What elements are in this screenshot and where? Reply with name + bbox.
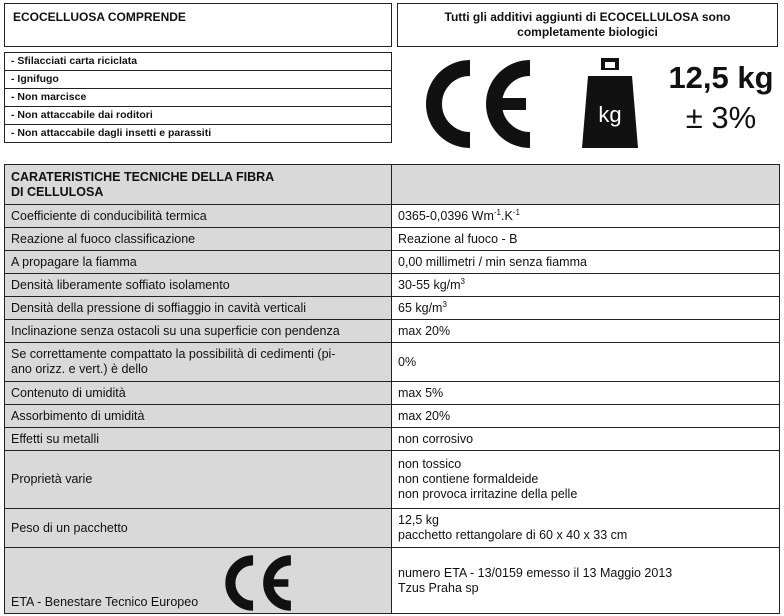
weight-value: 12,5 kg — [668, 60, 774, 95]
list-item — [5, 125, 392, 143]
spec-label: Contenuto di umidità — [5, 382, 392, 405]
spec-value: 65 $kg/m^3$ — [392, 297, 780, 320]
list-item — [5, 107, 392, 125]
features-list — [4, 52, 392, 143]
specs-heading: CARATERISTICHE TECNICHE DELLA FIBRA DI CELLULOSA — [5, 165, 392, 205]
ce-mark-icon — [221, 554, 299, 612]
weight-badge — [660, 58, 782, 138]
spec-label: Coefficiente di conducibilità termica — [5, 205, 392, 228]
weight-tolerance: ± 3% — [685, 100, 757, 135]
table-row — [5, 251, 780, 274]
spec-value: max 5% — [392, 382, 780, 405]
feature-text: - Sfilacciati carta riciclata — [5, 53, 392, 71]
spec-value: 0,00 millimetri / min senza fiamma — [392, 251, 780, 274]
header-title: ECOCELLUOSA COMPRENDE — [13, 10, 186, 24]
feature-text: - Ignifugo — [5, 71, 392, 89]
list-item — [5, 53, 392, 71]
header-note-box — [397, 3, 778, 47]
table-row — [5, 205, 780, 228]
table-header — [5, 165, 780, 205]
spec-label: Se correttamente compattato la possibilità di cedimenti (pi- ano orizz. e vert.) è dello — [5, 343, 392, 382]
feature-text: - Non marcisce — [5, 89, 392, 107]
table-row — [5, 274, 780, 297]
header-title-box — [4, 3, 392, 47]
spec-label: Densità liberamente soffiato isolamento — [5, 274, 392, 297]
table-row — [5, 228, 780, 251]
spec-value: numero ETA - 13/0159 emesso il 13 Maggio 2013 Tzus Praha sp — [392, 548, 780, 614]
feature-text: - Non attaccabile dagli insetti e parassiti — [5, 125, 392, 143]
spec-value: 12,5 kg pacchetto rettangolare di 60 x 40 x 33 cm — [392, 509, 780, 548]
list-item — [5, 89, 392, 107]
spec-value: Reazione al fuoco - B — [392, 228, 780, 251]
table-row — [5, 343, 780, 382]
table-row — [5, 297, 780, 320]
spec-label: A propagare la fiamma — [5, 251, 392, 274]
spec-value: non corrosivo — [392, 428, 780, 451]
table-row — [5, 428, 780, 451]
weight-kg-icon — [580, 56, 640, 149]
table-row — [5, 509, 780, 548]
table-row — [5, 548, 780, 614]
header-note: Tutti gli additivi aggiunti di ECOCELLULOSA sono completamente biologici — [444, 10, 731, 39]
spec-label: Reazione al fuoco classificazione — [5, 228, 392, 251]
eta-label: ETA - Benestare Tecnico Europeo — [11, 595, 199, 609]
spec-label: Inclinazione senza ostacoli su una superficie con pendenza — [5, 320, 392, 343]
table-row — [5, 320, 780, 343]
ce-mark-icon — [420, 58, 542, 150]
spec-value: max 20% — [392, 405, 780, 428]
specs-table — [4, 164, 780, 614]
spec-label-eta — [5, 548, 392, 614]
feature-text: - Non attaccabile dai roditori — [5, 107, 392, 125]
table-row — [5, 451, 780, 509]
spec-value: 0365-0,0396 $Wm^{-1}.K^{-1}$ — [392, 205, 780, 228]
spec-value: max 20% — [392, 320, 780, 343]
spec-label: Densità della pressione di soffiaggio in cavità verticali — [5, 297, 392, 320]
spec-label: Effetti su metalli — [5, 428, 392, 451]
list-item — [5, 71, 392, 89]
table-row — [5, 405, 780, 428]
spec-label: Proprietà varie — [5, 451, 392, 509]
spec-value: non tossico non contiene formaldeide non provoca irritazine della pelle — [392, 451, 780, 509]
svg-text:kg: kg — [598, 102, 622, 127]
spec-value: 0% — [392, 343, 780, 382]
spec-label: Assorbimento di umidità — [5, 405, 392, 428]
specs-heading-empty — [392, 165, 780, 205]
spec-value: 30-55 $kg/m^3$ — [392, 274, 780, 297]
spec-label: Peso di un pacchetto — [5, 509, 392, 548]
table-row — [5, 382, 780, 405]
